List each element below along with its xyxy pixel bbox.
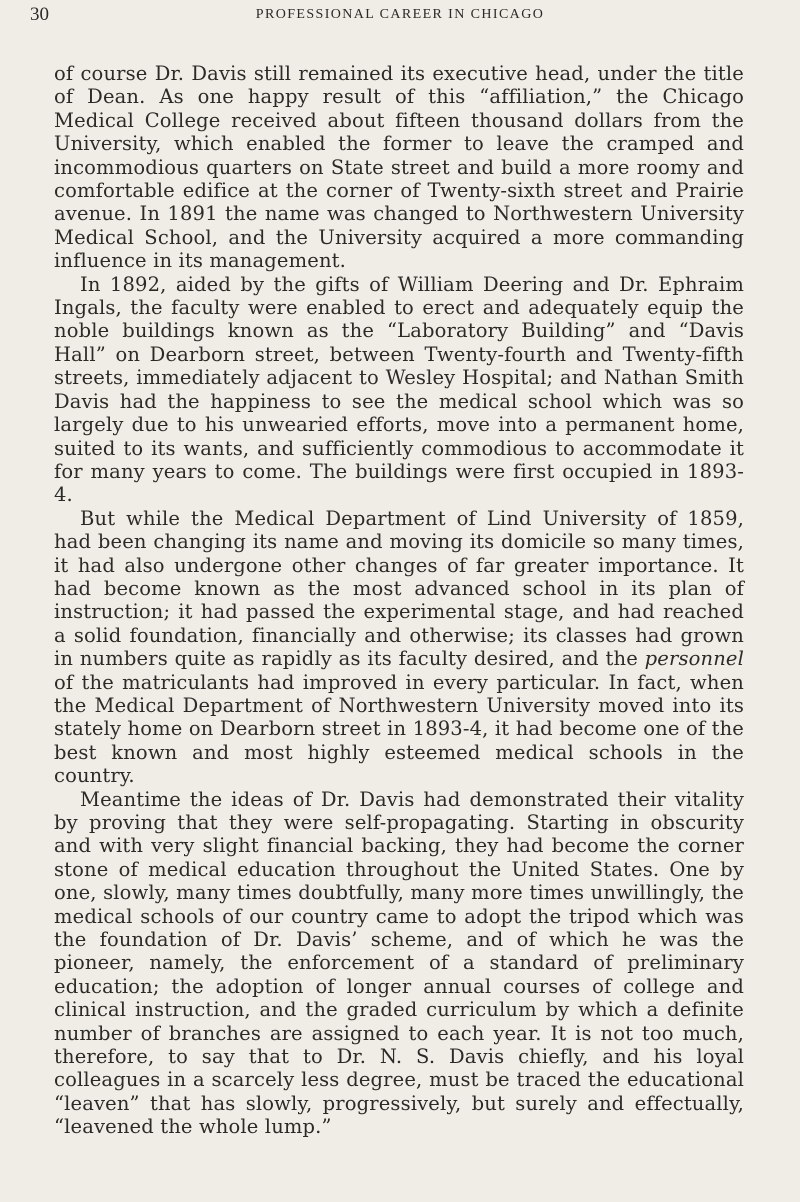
running-title: PROFESSIONAL CAREER IN CHICAGO bbox=[255, 7, 545, 22]
running-header bbox=[30, 4, 770, 28]
paragraph-2-text: In 1892, aided by the gifts of William Deering and Dr. Ephraim Ingals, the faculty were enabled to erect and adequately equip the noble buildings known as the “Laboratory Building” and “Davis Hall” on Dearborn street, between Twenty-fourth and Twenty-fifth streets, immediately adjacent to Wesley Hospital; and Nathan Smith Davis had the happiness to see the medical school which was so largely due to his unwearied efforts, move into a permanent home, suited to its wants, and sufficiently commodious to accommodate it for many years to come. The buildings were first occupied in 1893-4. bbox=[54, 272, 744, 507]
paragraph-3 bbox=[54, 507, 744, 788]
paragraph-3-text-after: of the matriculants had improved in every particular. In fact, when the Medical Department of Northwestern University moved into its stately home on Dearborn street in 1893-4, it had become one of the best known and most highly esteemed medical schools in the country. bbox=[54, 670, 744, 788]
paragraph-4-text: Meantime the ideas of Dr. Davis had demonstrated their vitality by proving that they were self-propagating. Starting in obscurity and with very slight financial backing, they had become the corner stone of medical education throughout the United States. One by one, slowly, many times doubtfully, many more times unwillingly, the medical schools of our country came to adopt the tripod which was the foundation of Dr. Davis’ scheme, and of which he was the pioneer, namely, the enforcement of a standard of preliminary education; the adoption of longer annual courses of college and clinical instruction, and the graded curriculum by which a definite number of branches are assigned to each year. It is not too much, therefore, to say that to Dr. N. S. Davis chiefly, and his loyal colleagues in a scarcely less degree, must be traced the educational “leaven” that has slowly, progressively, but surely and effectually, “leavened the whole lump.” bbox=[54, 787, 744, 1139]
paragraph-4 bbox=[54, 788, 744, 1139]
paragraph-1 bbox=[54, 62, 744, 273]
paragraph-1-text: of course Dr. Davis still remained its executive head, under the title of Dean. As one happy result of this “affiliation,” the Chicago Medical College received about fifteen thousand dollars from the University, which enabled the former to leave the cramped and incommodious quarters on State street and build a more roomy and comfortable edifice at the corner of Twenty-sixth street and Prairie avenue. In 1891 the name was changed to Northwestern University Medical School, and the University acquired a more commanding influence in its management. bbox=[54, 62, 744, 273]
body-text bbox=[54, 62, 744, 1139]
paragraph-3-italic-word: personnel bbox=[644, 647, 744, 671]
page-number: 30 bbox=[30, 4, 49, 25]
paragraph-3-text-before: But while the Medical Department of Lind University of 1859, had been changing its name and moving its domicile so many times, it had also undergone other changes of far greater importance. It had become known as the most advanced school in its plan of instruction; it had passed the experimental stage, and had reached a solid foundation, financially and otherwise; its classes had grown in numbers quite as rapidly as its faculty desired, and the bbox=[54, 506, 744, 671]
paragraph-2 bbox=[54, 273, 744, 507]
